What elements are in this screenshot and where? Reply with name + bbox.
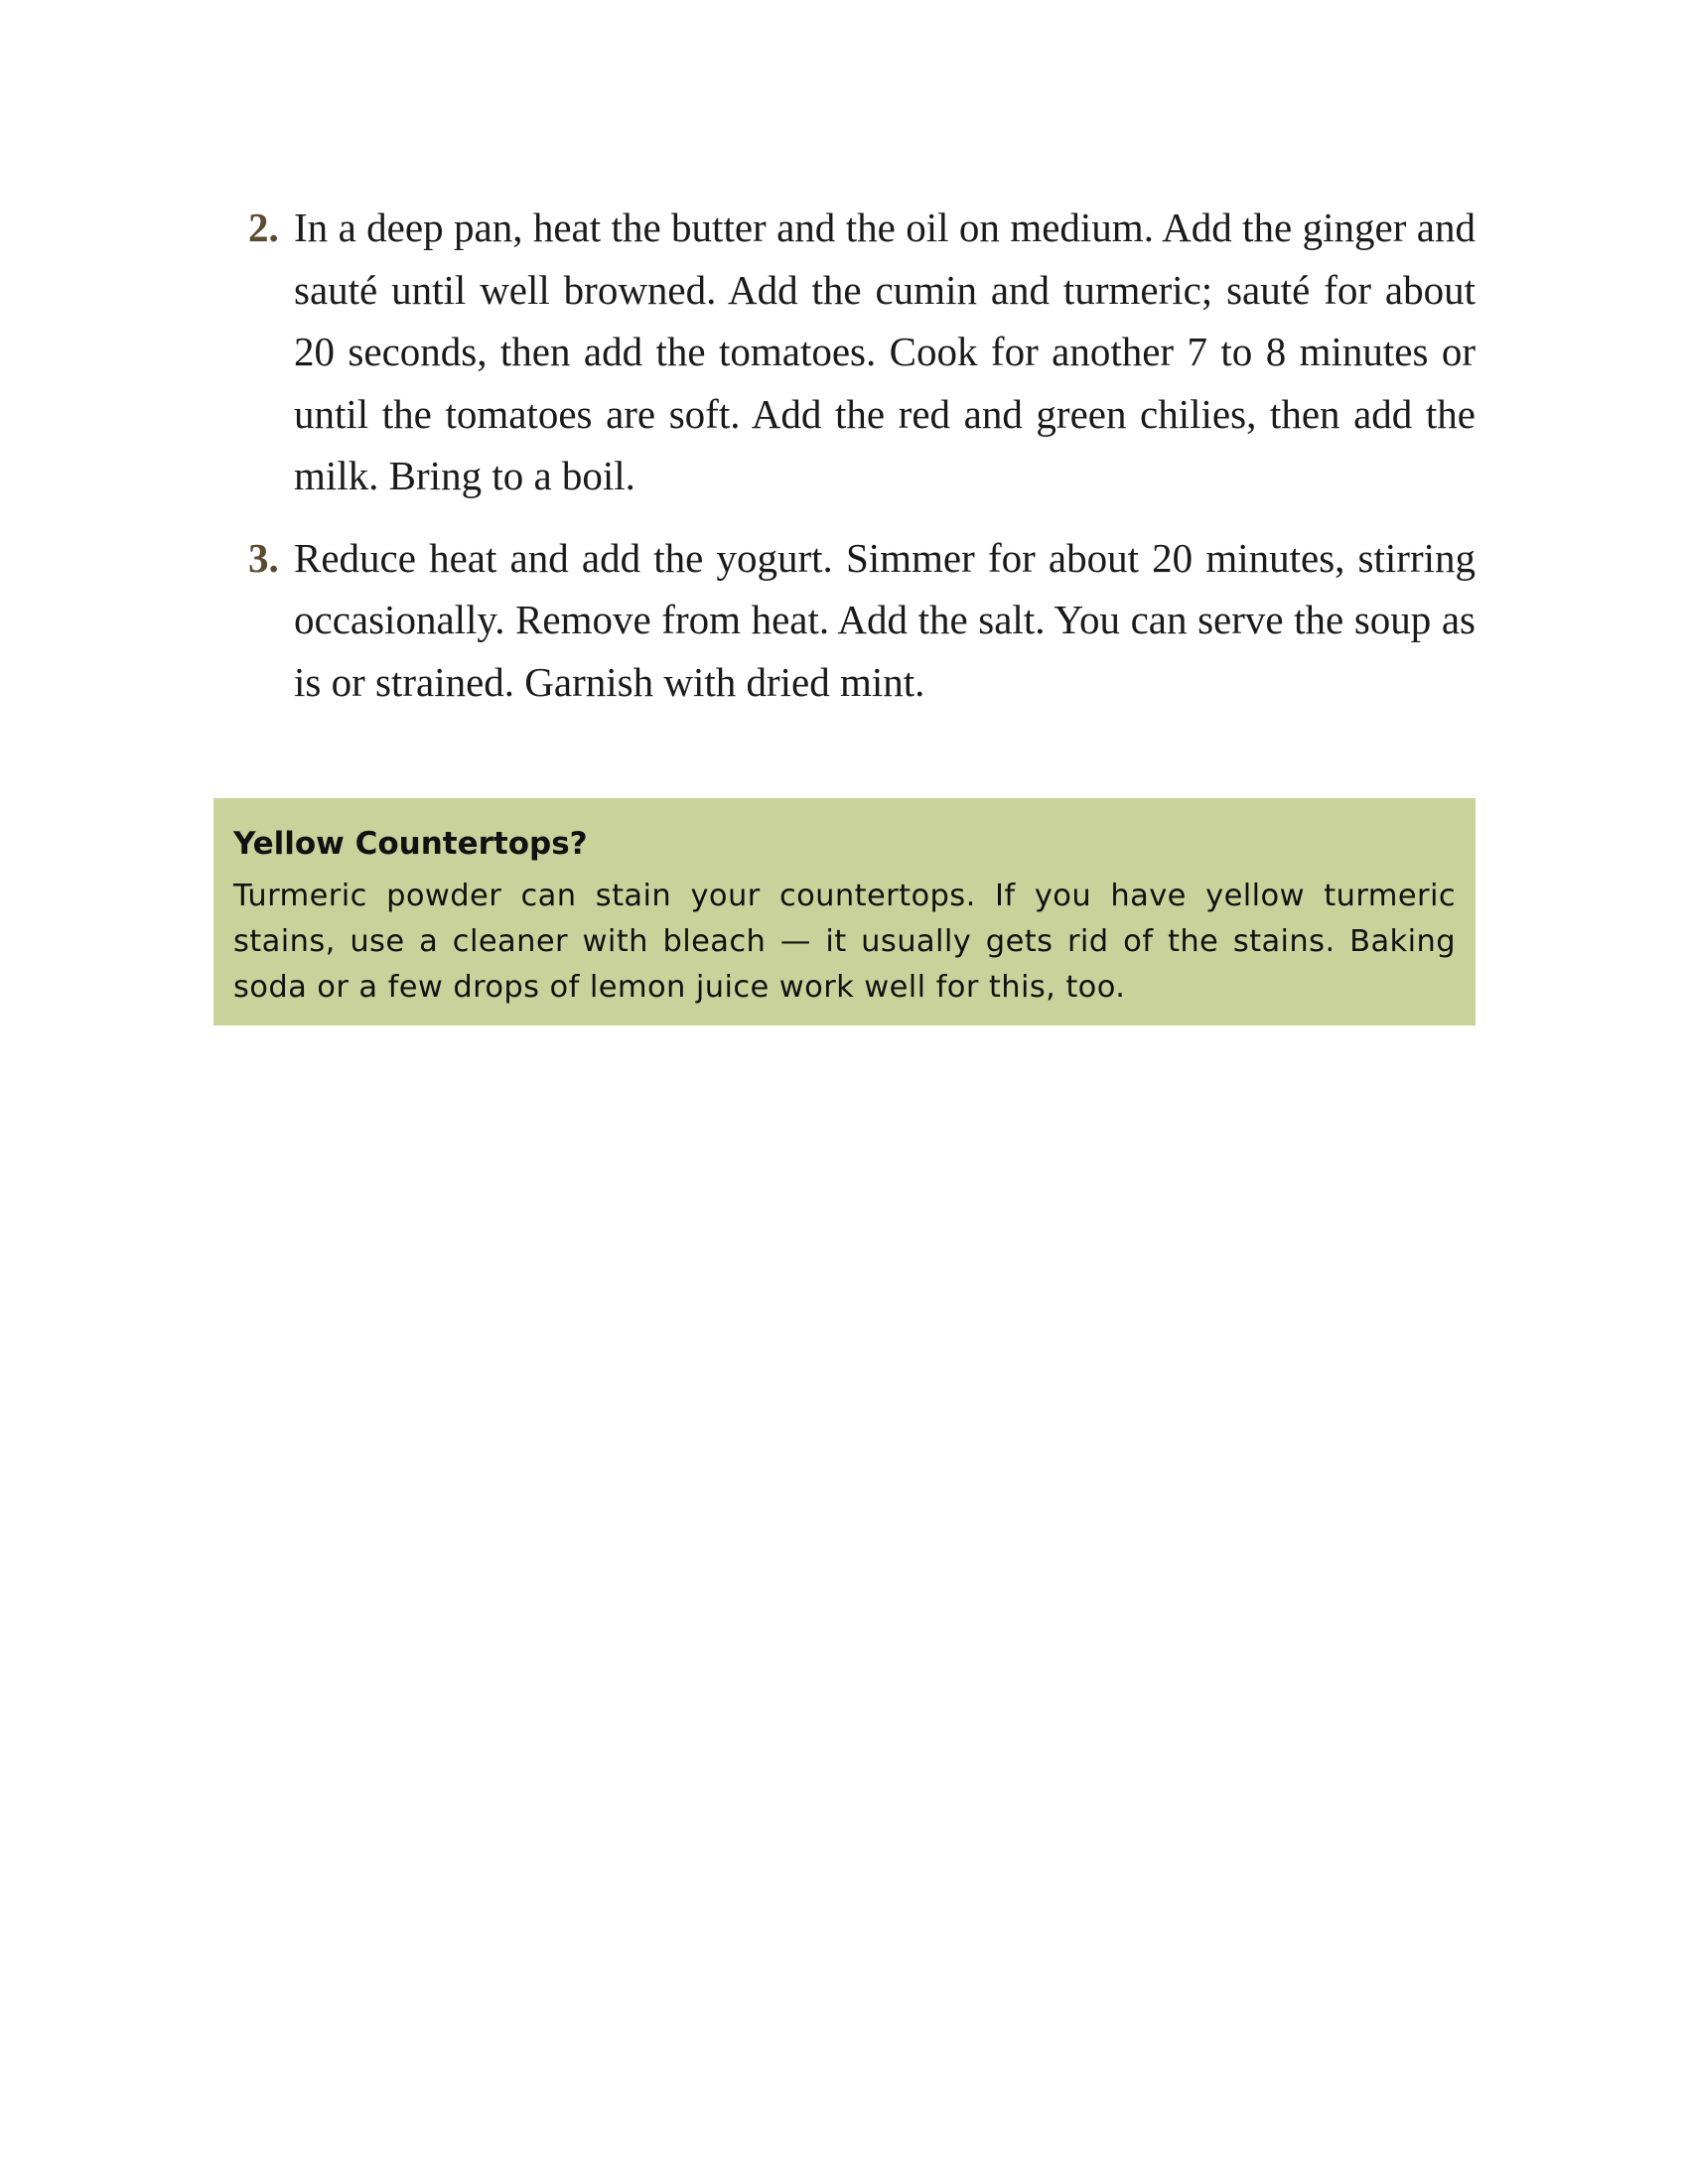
instruction-step-3	[248, 527, 1476, 714]
tip-sidebar-box	[213, 798, 1476, 1025]
step-text: In a deep pan, heat the butter and the oil on medium. Add the ginger and sauté until well browned. Add the cumin and turmeric; sauté for about 20 seconds, then add the tomatoes. Cook for another 7 to 8 minutes or until the tomatoes are soft. Add the red and green chilies, then add the milk. Bring to a boil.	[294, 205, 1476, 498]
instruction-step-2	[248, 197, 1476, 507]
tip-text: Turmeric powder can stain your countertops. If you have yellow turmeric stains, use a cleaner with bleach — it usually gets rid of the stains. Baking soda or a few drops of lemon juice work well for this, too.	[233, 879, 1456, 1005]
step-number: 2.	[248, 205, 279, 250]
step-number: 3.	[248, 534, 279, 581]
tip-title: Yellow Countertops?	[233, 826, 588, 862]
instruction-steps	[248, 197, 1476, 733]
step-text: Reduce heat and add the yogurt. Simmer for about 20 minutes, stirring occasionally. Remove from heat. Add the salt. You can serve the soup as is or strained. Garnish with dried mint.	[294, 534, 1476, 705]
